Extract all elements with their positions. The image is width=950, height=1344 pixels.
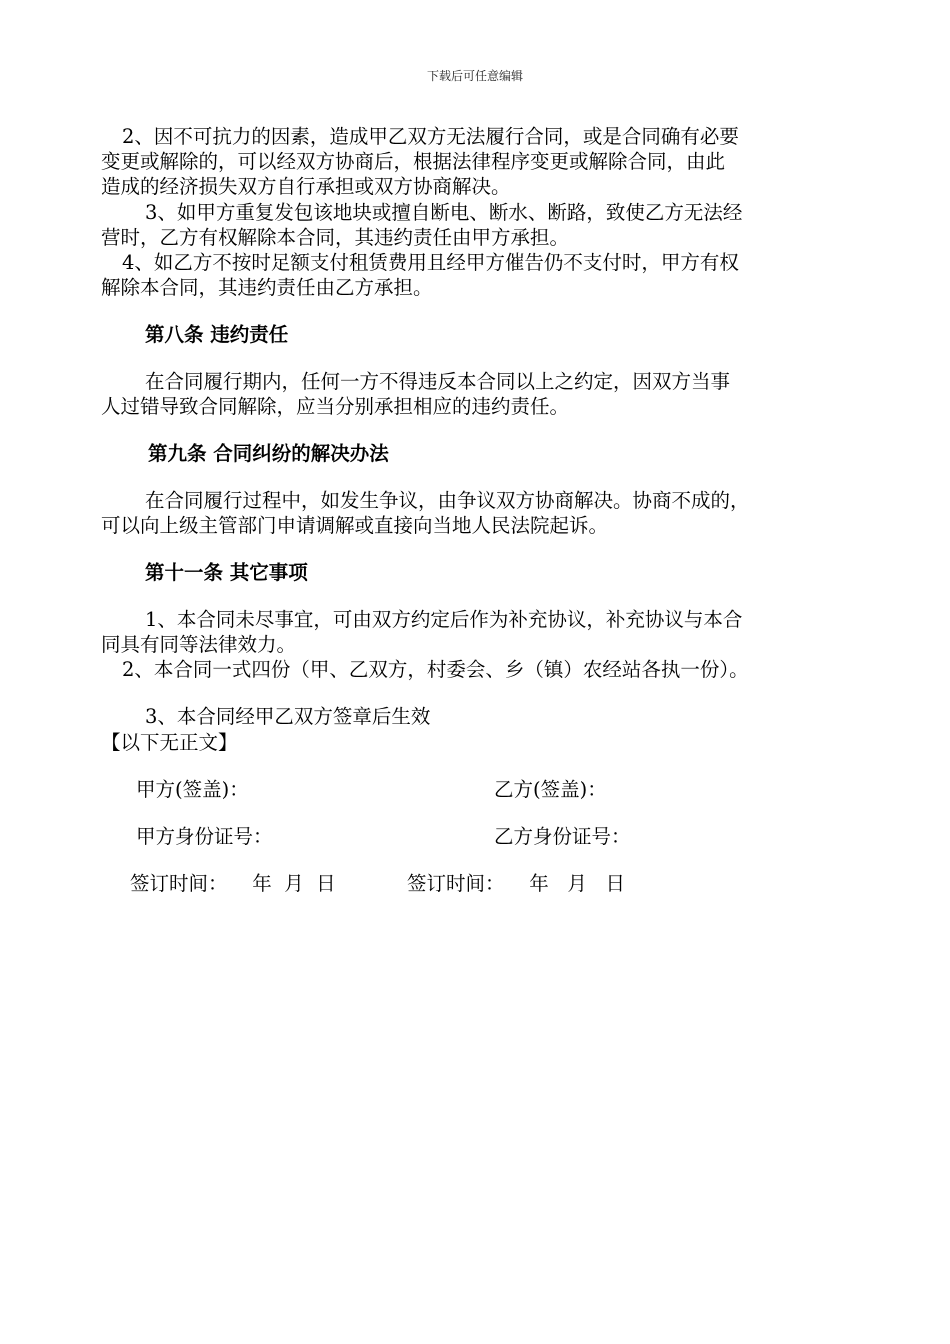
article11-heading: 第十一条 其它事项: [145, 561, 308, 584]
party-b-id-label: 乙方身份证号：: [494, 825, 631, 848]
article11-item3: 3、本合同经甲乙双方签章后生效: [145, 705, 431, 728]
article8-line2: 人过错导致合同解除，应当分别承担相应的违约责任。: [101, 395, 570, 418]
article7-item4-line2: 解除本合同，其违约责任由乙方承担。: [101, 276, 433, 299]
article11-item1-line2: 同具有同等法律效力。: [101, 633, 297, 656]
article11-item1-line1: 1、本合同未尽事宜，可由双方约定后作为补充协议，补充协议与本合: [145, 608, 743, 631]
page-header: 下载后可任意编辑: [426, 69, 523, 83]
article7-item2-line3: 造成的经济损失双方自行承担或双方协商解决。: [101, 175, 511, 198]
article7-item3-line1: 3、如甲方重复发包该地块或擅自断电、断水、断路，致使乙方无法经: [145, 201, 743, 224]
article11-item2: 2、本合同一式四份（甲、乙双方，村委会、乡（镇）农经站各执一份）。: [122, 658, 749, 681]
article9-line1: 在合同履行过程中，如发生争议，由争议双方协商解决。协商不成的，: [145, 489, 750, 512]
article7-item3-line2: 营时，乙方有权解除本合同，其违约责任由甲方承担。: [101, 226, 570, 249]
party-b-date-label: 签订时间： 年 月 日: [407, 872, 625, 895]
article8-line1: 在合同履行期内，任何一方不得违反本合同以上之约定，因双方当事: [145, 370, 731, 393]
article8-heading: 第八条 违约责任: [145, 323, 289, 346]
party-a-seal-label: 甲方(签盖)：: [136, 778, 249, 801]
end-of-text-note: 【以下无正文】: [101, 731, 238, 754]
article7-item2-line2: 变更或解除的，可以经双方协商后，根据法律程序变更或解除合同，由此: [101, 150, 726, 173]
party-a-date-label: 签订时间： 年 月 日: [130, 872, 336, 895]
article7-item4-line1: 4、如乙方不按时足额支付租赁费用且经甲方催告仍不支付时，甲方有权: [122, 251, 739, 274]
article7-item2-line1: 2、因不可抗力的因素，造成甲乙双方无法履行合同，或是合同确有必要: [122, 125, 739, 148]
article9-heading: 第九条 合同纠纷的解决办法: [148, 442, 389, 465]
party-b-seal-label: 乙方(签盖)：: [494, 778, 607, 801]
party-a-id-label: 甲方身份证号：: [136, 825, 273, 848]
article9-line2: 可以向上级主管部门申请调解或直接向当地人民法院起诉。: [101, 514, 609, 537]
